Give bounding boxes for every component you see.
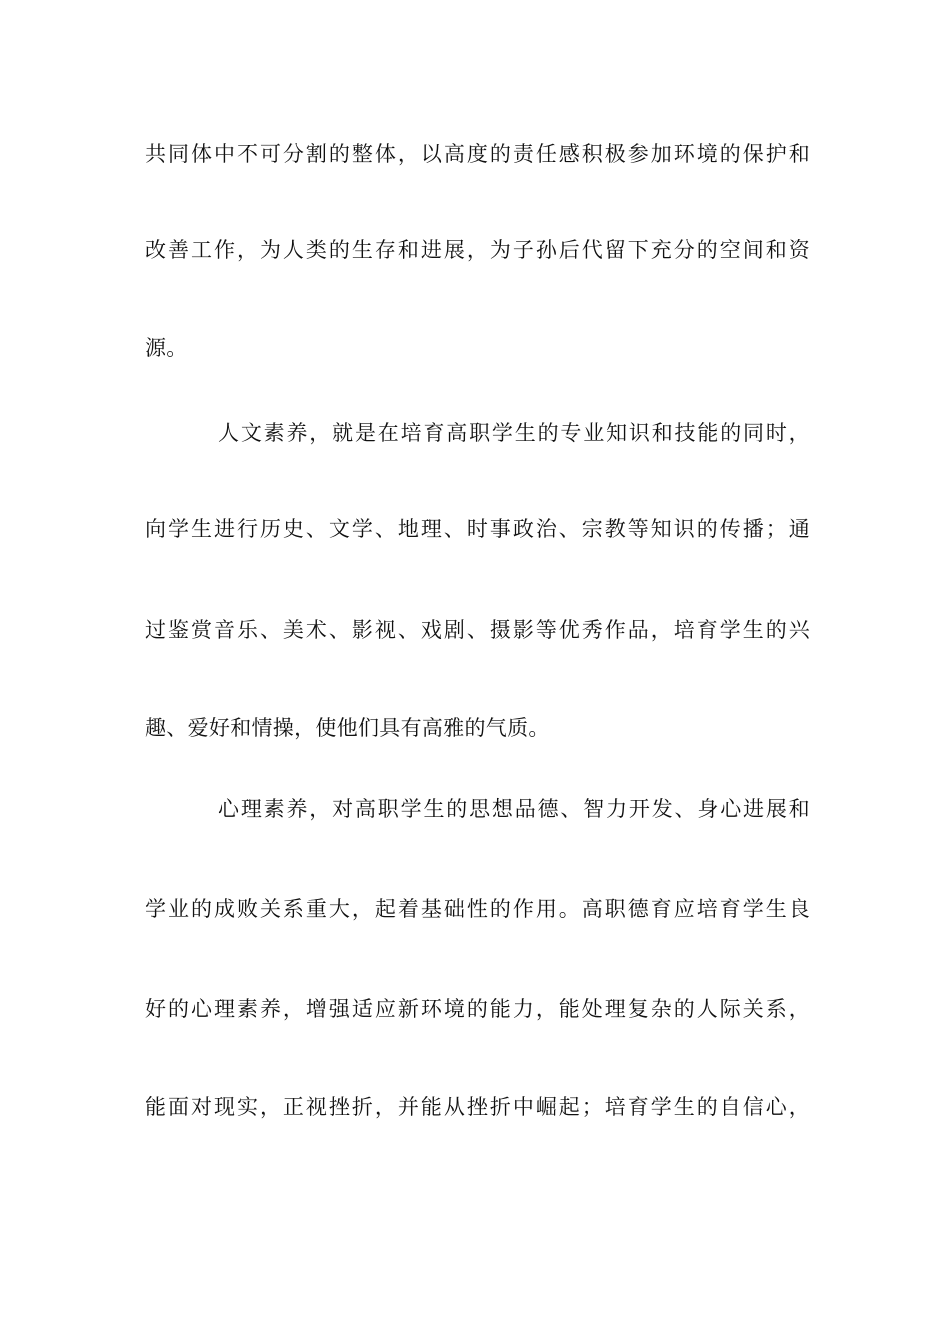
text-line: 心理素养，对高职学生的思想品德、智力开发、身心进展和 (218, 797, 810, 821)
text-line: 能面对现实，正视挫折，并能从挫折中崛起；培育学生的自信心， (145, 1095, 810, 1119)
text-line: 人文素养，就是在培育高职学生的专业知识和技能的同时， (218, 421, 810, 445)
text-line: 改善工作，为人类的生存和进展，为子孙后代留下充分的空间和资 (145, 238, 810, 262)
text-line: 向学生进行历史、文学、地理、时事政治、宗教等知识的传播；通 (145, 517, 810, 541)
text-line: 共同体中不可分割的整体，以高度的责任感积极参加环境的保护和 (145, 142, 810, 166)
text-line: 趣、爱好和情操，使他们具有高雅的气质。 (145, 716, 550, 740)
text-line: 学业的成败关系重大，起着基础性的作用。高职德育应培育学生良 (145, 897, 810, 921)
text-line: 源。 (145, 336, 188, 360)
text-line: 好的心理素养，增强适应新环境的能力，能处理复杂的人际关系， (145, 997, 810, 1021)
text-line: 过鉴赏音乐、美术、影视、戏剧、摄影等优秀作品，培育学生的兴 (145, 618, 810, 642)
